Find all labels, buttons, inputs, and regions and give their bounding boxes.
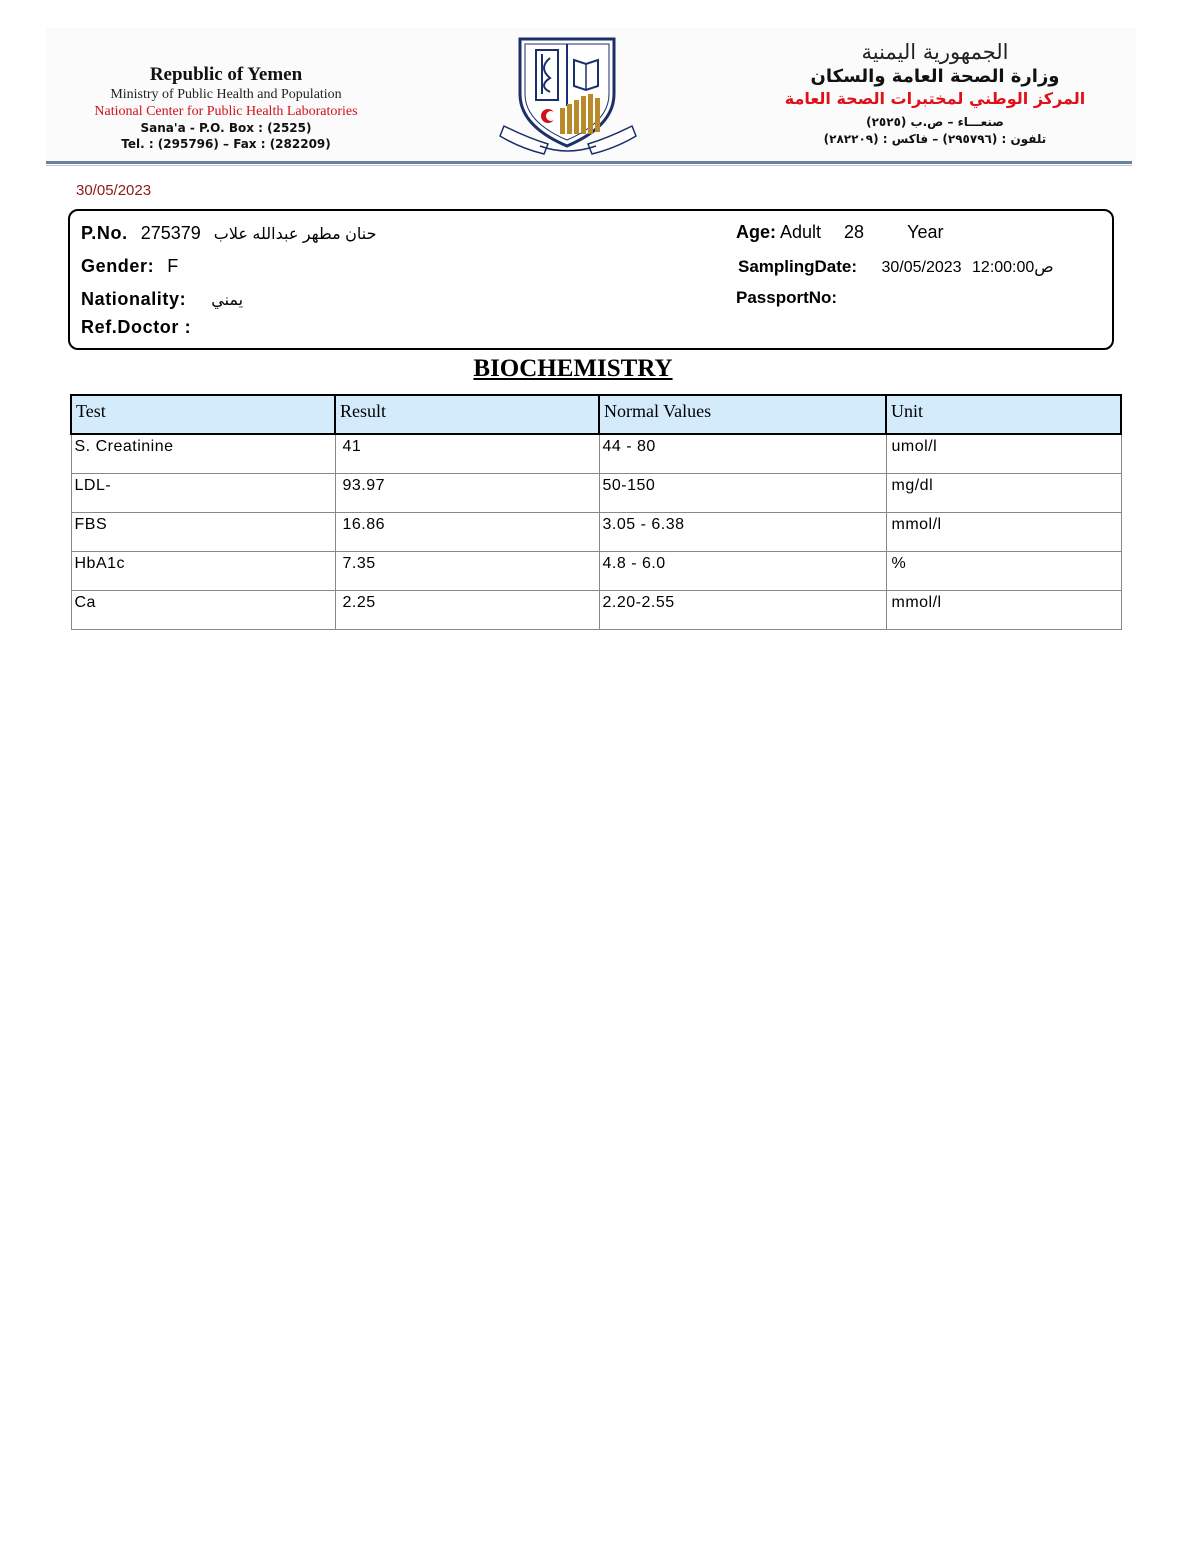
table-row bbox=[71, 473, 1121, 512]
column-header-unit: Unit bbox=[886, 395, 1121, 434]
test-name: S. Creatinine bbox=[71, 434, 335, 473]
nationality-label: Nationality: bbox=[81, 289, 187, 309]
column-header-test: Test bbox=[71, 395, 335, 434]
pno-value: 275379 bbox=[140, 223, 201, 243]
ref-doctor-row bbox=[81, 317, 199, 338]
nationality-row bbox=[81, 289, 243, 310]
emblem-logo bbox=[498, 34, 638, 158]
test-name: HbA1c bbox=[71, 551, 335, 590]
normal-values: 2.20-2.55 bbox=[599, 590, 886, 629]
letterhead-arabic bbox=[780, 38, 1090, 148]
normal-values: 3.05 - 6.38 bbox=[599, 512, 886, 551]
center-name-en: National Center for Public Health Laboratories bbox=[94, 104, 358, 119]
normal-values: 4.8 - 6.0 bbox=[599, 551, 886, 590]
section-title: BIOCHEMISTRY bbox=[473, 355, 673, 382]
test-name: FBS bbox=[71, 512, 335, 551]
header-divider bbox=[46, 161, 1132, 164]
results-table bbox=[70, 394, 1122, 630]
test-result: 16.86 bbox=[335, 512, 599, 551]
passport-label: PassportNo: bbox=[736, 288, 838, 307]
unit: mg/dl bbox=[886, 473, 1121, 512]
sampling-time-value: ص12:00:00 bbox=[972, 259, 1054, 276]
normal-values: 50-150 bbox=[599, 473, 886, 512]
age-unit: Year bbox=[907, 222, 944, 242]
table-row bbox=[71, 512, 1121, 551]
gender-row bbox=[81, 256, 178, 277]
test-result: 41 bbox=[335, 434, 599, 473]
age-row bbox=[736, 222, 943, 243]
test-name: Ca bbox=[71, 590, 335, 629]
table-row bbox=[71, 434, 1121, 473]
shield-emblem-icon bbox=[498, 34, 638, 158]
sampling-date-value: 30/05/2023 bbox=[881, 259, 962, 276]
age-label: Age: bbox=[736, 222, 776, 242]
test-result: 2.25 bbox=[335, 590, 599, 629]
table-header-row bbox=[71, 395, 1121, 434]
age-value: 28 bbox=[844, 222, 865, 242]
phone-ar: تلفون : (٢٩٥٧٩٦) – فاكس : (٢٨٢٢٠٩) bbox=[823, 132, 1047, 146]
passport-row bbox=[736, 287, 845, 308]
sampling-date-row bbox=[738, 257, 1054, 277]
patient-name: حنان مطهر عبدالله علاب bbox=[213, 226, 377, 243]
ministry-name-ar: وزارة الصحة العامة والسكان bbox=[810, 66, 1060, 87]
center-name-ar: المركز الوطني لمختبرات الصحة العامة bbox=[784, 89, 1086, 108]
test-result: 7.35 bbox=[335, 551, 599, 590]
unit: umol/l bbox=[886, 434, 1121, 473]
header-divider-thin bbox=[46, 165, 1132, 166]
country-name-en: Republic of Yemen bbox=[149, 64, 303, 85]
test-name: LDL- bbox=[71, 473, 335, 512]
report-date: 30/05/2023 bbox=[76, 182, 152, 199]
patient-number-row bbox=[81, 223, 377, 244]
column-header-result: Result bbox=[335, 395, 599, 434]
ref-doctor-label: Ref.Doctor : bbox=[81, 317, 192, 337]
letterhead-english bbox=[46, 64, 406, 152]
unit: mmol/l bbox=[886, 512, 1121, 551]
address-ar: صنعـــاء – ص.ب (٢٥٢٥) bbox=[866, 115, 1004, 129]
nationality-value: يمني bbox=[211, 292, 244, 309]
address-en: Sana'a - P.O. Box : (2525) bbox=[140, 121, 312, 135]
pno-label: P.No. bbox=[81, 223, 128, 243]
phone-en: Tel. : (295796) – Fax : (282209) bbox=[121, 137, 331, 151]
table-row bbox=[71, 590, 1121, 629]
normal-values: 44 - 80 bbox=[599, 434, 886, 473]
sampling-date-label: SamplingDate: bbox=[738, 257, 858, 276]
unit: mmol/l bbox=[886, 590, 1121, 629]
gender-label: Gender: bbox=[81, 256, 155, 276]
patient-info-box bbox=[68, 209, 1114, 350]
ministry-name-en: Ministry of Public Health and Population bbox=[110, 87, 342, 102]
column-header-normal-values: Normal Values bbox=[599, 395, 886, 434]
unit: % bbox=[886, 551, 1121, 590]
age-group: Adult bbox=[780, 222, 822, 242]
country-name-ar: الجمهورية اليمنية bbox=[861, 40, 1009, 64]
test-result: 93.97 bbox=[335, 473, 599, 512]
gender-value: F bbox=[167, 256, 179, 276]
table-row bbox=[71, 551, 1121, 590]
